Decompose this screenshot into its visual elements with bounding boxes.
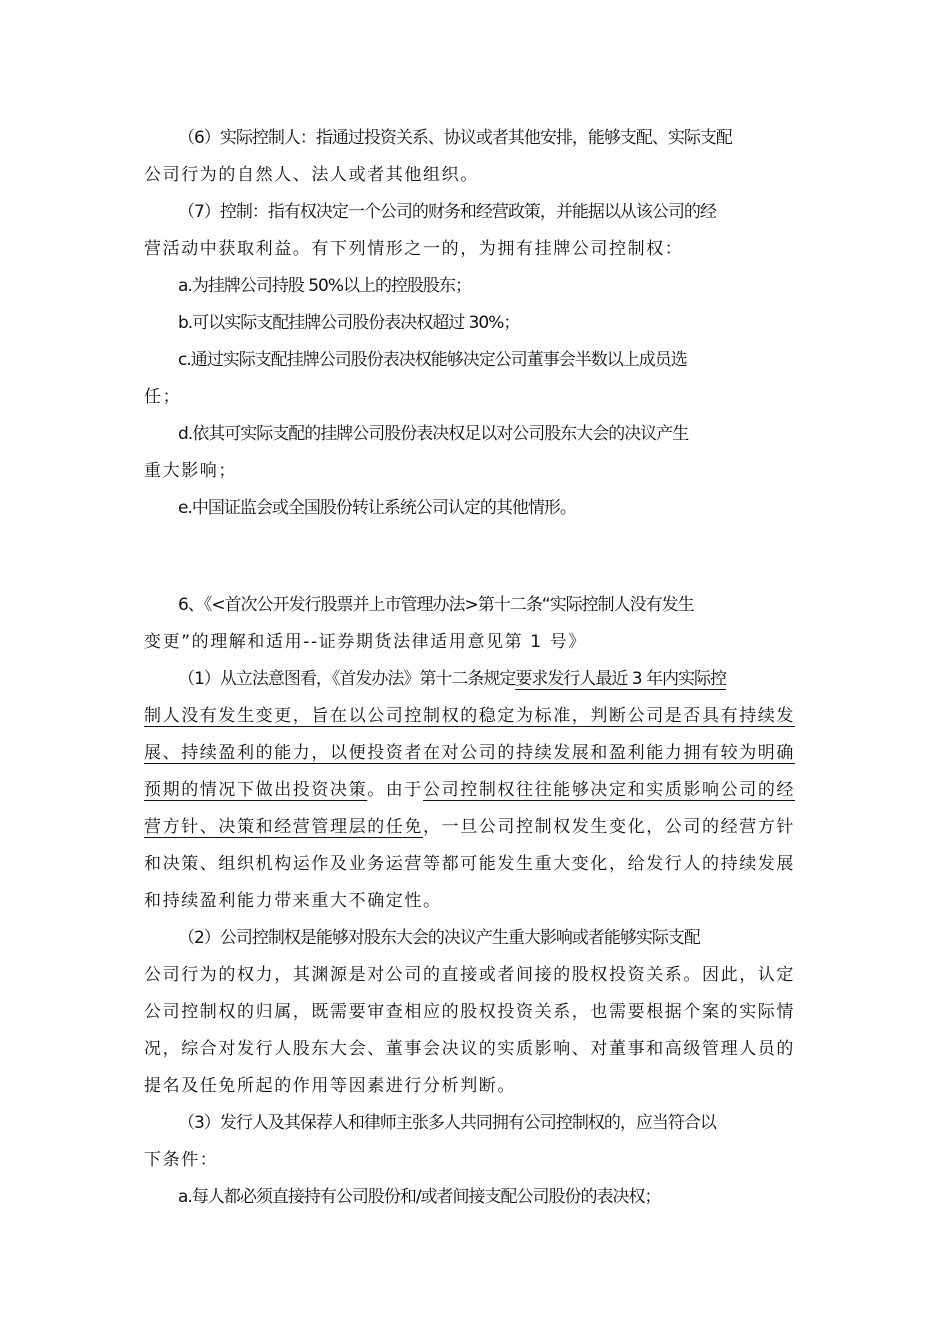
s6-p1-l4-underlined-2: 公司控制权往往能够决定和实质影响公司的经 [423, 780, 796, 800]
list-item-d-line-1: d.依其可实际支配的挂牌公司股份表决权足以对公司股东大会的决议产生 [178, 424, 689, 444]
s6-paragraph-1-line-5 [144, 815, 814, 839]
s6-p1-l1-underlined: 要求发行人最近 3 年内实际控 [515, 669, 726, 689]
s6-p1-l1-text: （1）从立法意图看，《首发办法》第十二条规定 [178, 669, 516, 689]
paragraph-7-line-2: 营活动中获取利益。有下列情形之一的，为拥有挂牌公司控制权： [144, 239, 684, 259]
list-item-b: b.可以实际支配挂牌公司股份表决权超过 30%； [178, 313, 520, 333]
paragraph-7-line-1: （7）控制：指有权决定一个公司的财务和经营政策，并能据以从该公司的经 [178, 202, 716, 222]
s6-paragraph-3-line-2: 下条件： [144, 1150, 219, 1170]
s6-paragraph-1-line-2: 制人没有发生变更，旨在以公司控制权的稳定为标准，判断公司是否具有持续发 [144, 706, 795, 726]
s6-paragraph-2-line-5: 提名及任免所起的作用等因素进行分析判断。 [144, 1076, 516, 1096]
s6-paragraph-1-line-6: 和决策、组织机构运作及业务运营等都可能发生重大变化，给发行人的持续发展 [144, 854, 795, 874]
s6-p1-l4-text: 。由于 [367, 780, 424, 800]
section-6-heading-line-2: 变更”的理解和适用--证券期货法律适用意见第 1 号》 [144, 632, 587, 652]
s6-p1-l5-text: ，一旦公司控制权发生变化，公司的经营方针 [423, 817, 795, 837]
s6-paragraph-3-item-a: a.每人都必须直接持有公司股份和/或者间接支配公司股份的表决权； [178, 1187, 661, 1207]
list-item-c-line-2: 任； [144, 387, 182, 407]
s6-p1-l4-underlined: 预期的情况下做出投资决策 [144, 780, 368, 800]
s6-paragraph-1-line-4 [144, 778, 814, 802]
s6-paragraph-2-line-1: （2）公司控制权是能够对股东大会的决议产生重大影响或者能够实际支配 [178, 928, 700, 948]
s6-paragraph-2-line-2: 公司行为的权力，其渊源是对公司的直接或者间接的股权投资关系。因此，认定 [144, 965, 795, 985]
s6-paragraph-1-line-1 [178, 667, 848, 691]
s6-paragraph-3-line-1: （3）发行人及其保荐人和律师主张多人共同拥有公司控制权的，应当符合以 [178, 1113, 716, 1133]
s6-paragraph-2-line-4: 况，综合对发行人股东大会、董事会决议的实质影响、对董事和高级管理人员的 [144, 1039, 795, 1059]
list-item-c-line-1: c.通过实际支配挂牌公司股份表决权能够决定公司董事会半数以上成员选 [178, 350, 687, 370]
section-6-heading-line-1: 6、《<首次公开发行股票并上市管理办法>第十二条“实际控制人没有发生 [178, 595, 694, 615]
paragraph-6-line-2: 公司行为的自然人、法人或者其他组织。 [144, 165, 479, 185]
s6-paragraph-2-line-3: 公司控制权的归属，既需要审查相应的股权投资关系，也需要根据个案的实际情 [144, 1002, 795, 1022]
list-item-e: e.中国证监会或全国股份转让系统公司认定的其他情形。 [178, 498, 576, 518]
list-item-a: a.为挂牌公司持股 50%以上的控股股东； [178, 276, 472, 296]
paragraph-6-line-1: （6）实际控制人：指通过投资关系、协议或者其他安排，能够支配、实际支配 [178, 128, 732, 148]
list-item-d-line-2: 重大影响； [144, 461, 237, 481]
s6-paragraph-1-line-7: 和持续盈利能力带来重大不确定性。 [144, 891, 442, 911]
s6-paragraph-1-line-3: 展、持续盈利的能力，以便投资者在对公司的持续发展和盈利能力拥有较为明确 [144, 743, 795, 763]
s6-p1-l5-underlined: 营方针、决策和经营管理层的任免 [144, 817, 423, 837]
